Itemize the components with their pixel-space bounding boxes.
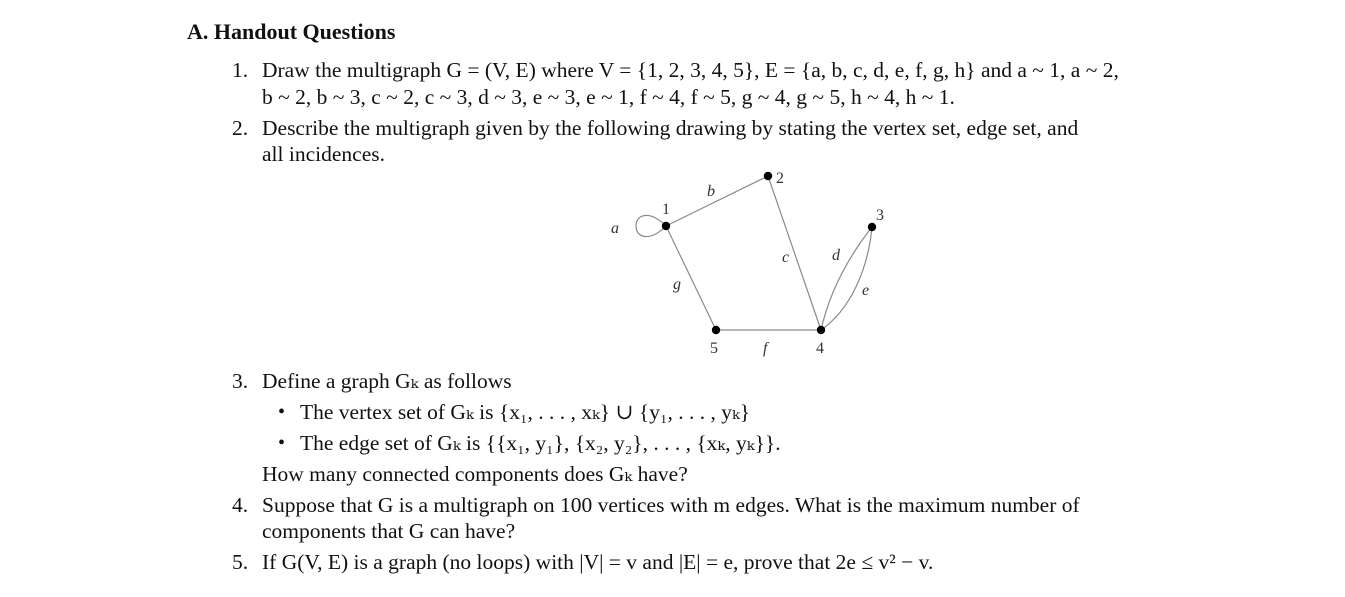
edge-label-f: f bbox=[763, 340, 768, 357]
edge-a-loop bbox=[636, 215, 666, 236]
edge-d bbox=[821, 227, 872, 330]
vertex-1 bbox=[662, 222, 670, 230]
q5-line1: If G(V, E) is a graph (no loops) with |V| = v and |E| = e, prove that 2e ≤ v² − v. bbox=[262, 550, 934, 574]
q2-number: 2. bbox=[232, 116, 249, 140]
section-label: A. bbox=[187, 19, 209, 44]
edge-label-g: g bbox=[673, 276, 681, 293]
q3-number: 3. bbox=[232, 369, 249, 393]
vertex-label-5: 5 bbox=[710, 340, 718, 357]
q2-line1: Describe the multigraph given by the following drawing by stating the vertex set, edge set, and bbox=[262, 116, 1079, 140]
edge-label-b: b bbox=[707, 183, 715, 200]
edge-label-a: a bbox=[611, 220, 619, 237]
edge-label-c: c bbox=[782, 249, 790, 266]
bullet-icon: • bbox=[278, 432, 286, 454]
q5-number: 5. bbox=[232, 550, 249, 574]
q1-line2: b ~ 2, b ~ 3, c ~ 2, c ~ 3, d ~ 3, e ~ 3, e ~ 1, f ~ 4, f ~ 5, g ~ 4, g ~ 5, h ~ 4, h ~ 1. bbox=[262, 85, 955, 109]
q4-line1: Suppose that G is a multigraph on 100 vertices with m edges. What is the maximum number of bbox=[262, 493, 1080, 517]
bullet-icon: • bbox=[278, 401, 286, 423]
q3-intro: Define a graph Gₖ as follows bbox=[262, 369, 512, 393]
vertex-label-4: 4 bbox=[816, 340, 824, 357]
q4-line2: components that G can have? bbox=[262, 519, 516, 543]
q2-line2: all incidences. bbox=[262, 142, 385, 166]
q3-bullet1: The vertex set of Gₖ is {x₁, . . . , xₖ} ∪ {y₁, . . . , yₖ} bbox=[300, 400, 751, 424]
vertex-3 bbox=[868, 223, 876, 231]
section-title: Handout Questions bbox=[213, 19, 396, 44]
q3-bullet2: The edge set of Gₖ is {{x₁, y₁}, {x₂, y₂}, . . . , {xₖ, yₖ}}. bbox=[300, 431, 781, 455]
edge-label-e: e bbox=[862, 282, 870, 299]
q4-number: 4. bbox=[232, 493, 249, 517]
vertex-2 bbox=[764, 172, 772, 180]
vertex-label-3: 3 bbox=[876, 207, 884, 224]
edge-b bbox=[666, 176, 768, 226]
edge-c bbox=[768, 176, 821, 330]
vertex-label-2: 2 bbox=[776, 170, 784, 187]
q1-line1: Draw the multigraph G = (V, E) where V = {1, 2, 3, 4, 5}, E = {a, b, c, d, e, f, g, h} and a ~ 1, a ~ 2, bbox=[262, 58, 1119, 82]
q3-question: How many connected components does Gₖ have? bbox=[262, 462, 688, 486]
vertex-4 bbox=[817, 326, 825, 334]
vertex-5 bbox=[712, 326, 720, 334]
vertex-label-1: 1 bbox=[662, 201, 670, 218]
edge-label-d: d bbox=[832, 247, 840, 264]
edge-e bbox=[821, 227, 872, 330]
q1-number: 1. bbox=[232, 58, 249, 82]
